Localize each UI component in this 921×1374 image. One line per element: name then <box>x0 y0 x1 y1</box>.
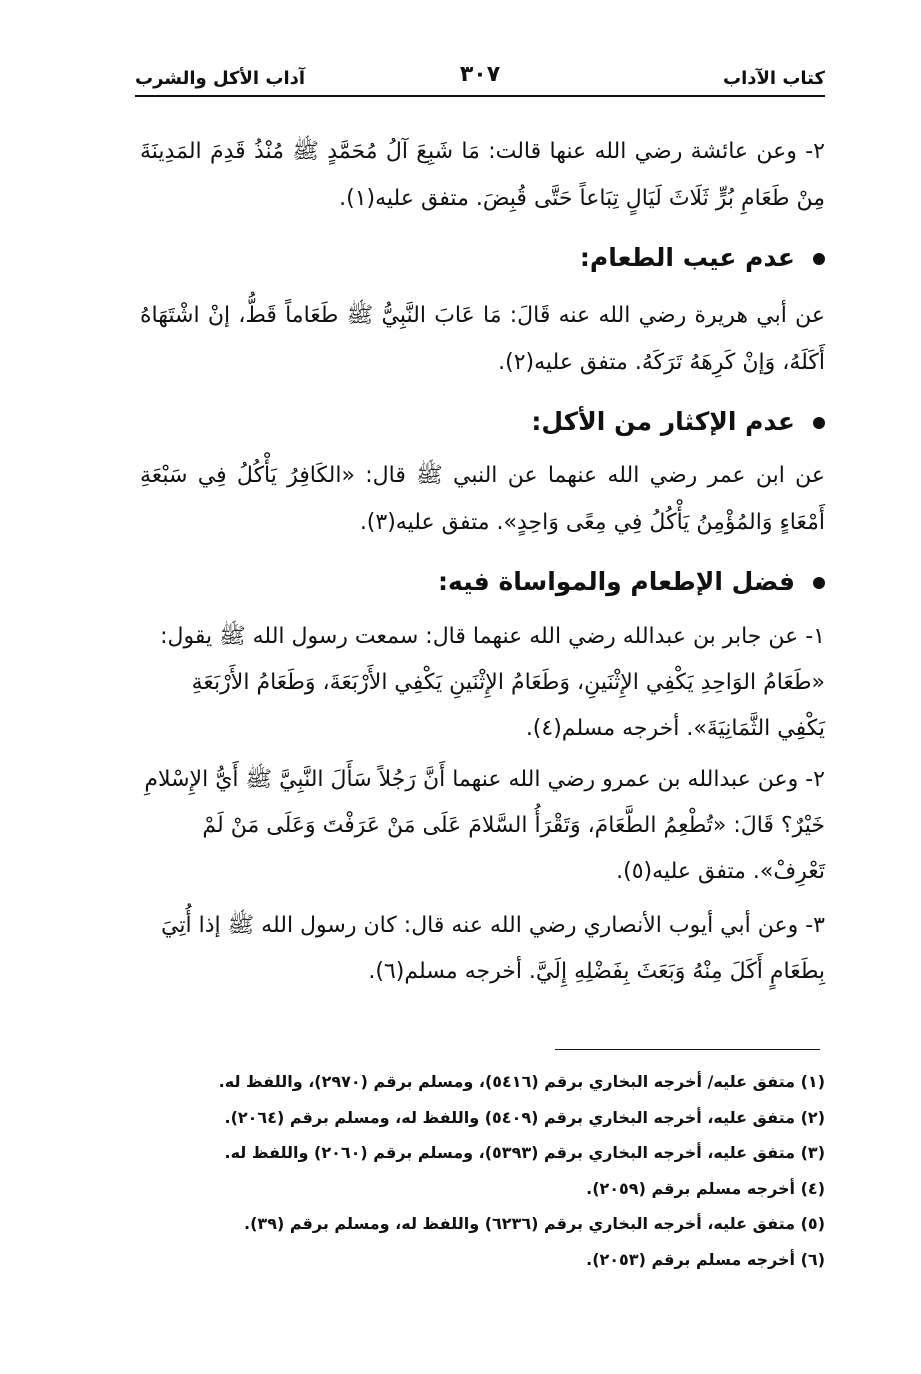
hadith-abdullah-ibn-amr: ٢- وعن عبدالله بن عمرو رضي الله عنهما أَنَّ رَجُلاً سَأَلَ النَّبِيَّ ﷺ أَيُّ الإِسْلامِ خَيْرٌ؟ قَالَ: «تُطْعِمُ الطَّعَامَ، وَتَقْرَأُ السَّلامَ عَلَى مَنْ عَرَفْتَ وَعَلَى مَنْ لَمْ تَعْرِفْ». متفق عليه(٥). <box>144 767 825 884</box>
footnote: (١) متفق عليه/ أخرجه البخاري برقم (٥٤١٦)، ومسلم برقم (٢٩٧٠)، واللفظ له. <box>218 1072 825 1091</box>
bullet-icon <box>813 417 825 429</box>
footnote: (٣) متفق عليه، أخرجه البخاري برقم (٥٣٩٣)، ومسلم برقم (٢٠٦٠) واللفظ له. <box>224 1143 825 1162</box>
section-heading-not-overeating <box>140 402 825 442</box>
bullet-icon <box>813 253 825 265</box>
section-title: عدم عيب الطعام: <box>579 243 795 272</box>
footnote: (٤) أخرجه مسلم برقم (٢٠٥٩). <box>586 1178 825 1198</box>
hadith-ibn-umar: عن ابن عمر رضي الله عنهما عن النبي ﷺ قال: «الكَافِرُ يَأْكُلُ فِي سَبْعَةِ أَمْعَاءٍ وَالمُؤْمِنُ يَأْكُلُ فِي مِعًى وَاحِدٍ». متفق عليه(٣). <box>140 463 825 535</box>
bullet-icon <box>813 577 825 589</box>
page-number: ٣٠٧ <box>459 62 501 87</box>
hadith-jabir: ١- عن جابر بن عبدالله رضي الله عنهما قال: سمعت رسول الله ﷺ يقول: «طَعَامُ الوَاحِدِ يَكْفِي الإِثْنَينِ، وَطَعَامُ الإِثْنَينِ يَكْفِي الأَرْبَعَةَ، وَطَعَامُ الأَرْبَعَةِ يَكْفِي الثَّمَانِيَةَ». أخرجه مسلم(٤). <box>160 624 825 741</box>
header-rule <box>135 95 825 97</box>
section-heading-feeding-virtue <box>140 562 825 602</box>
hadith-aisha: ٢- وعن عائشة رضي الله عنها قالت: مَا شَبِعَ آلُ مُحَمَّدٍ ﷺ مُنْذُ قَدِمَ المَدِينَةَ مِنْ طَعَامِ بُرٍّ ثَلَاثَ لَيَالٍ تِبَاعاً حَتَّى قُبِضَ. متفق عليه(١). <box>140 139 825 211</box>
running-header <box>135 60 825 96</box>
hadith-abu-hurairah: عن أبي هريرة رضي الله عنه قَالَ: مَا عَابَ النَّبِيُّ ﷺ طَعَاماً قَطُّ، إنْ اشْتَهَاهُ أَكَلَهُ، وَإنْ كَرِهَهُ تَرَكَهُ. متفق عليه(٢). <box>140 303 825 375</box>
hadith-abu-ayyub: ٣- وعن أبي أيوب الأنصاري رضي الله عنه قال: كان رسول الله ﷺ إذا أُتِيَ بِطَعَامٍ أَكَلَ مِنْهُ وَبَعَثَ بِفَضْلِهِ إِلَيَّ. أخرجه مسلم(٦). <box>161 913 825 984</box>
footnote: (٦) أخرجه مسلم برقم (٢٠٥٣). <box>586 1249 825 1269</box>
footnotes <box>140 1064 825 1277</box>
section-heading-no-faulting-food <box>140 238 825 278</box>
footnote: (٢) متفق عليه، أخرجه البخاري برقم (٥٤٠٩) واللفظ له، ومسلم برقم (٢٠٦٤). <box>224 1107 825 1127</box>
chapter-title: آداب الأكل والشرب <box>135 68 306 89</box>
section-title: عدم الإكثار من الأكل: <box>531 407 795 436</box>
footnote: (٥) متفق عليه، أخرجه البخاري برقم (٦٢٣٦) واللفظ له، ومسلم برقم (٣٩). <box>244 1214 825 1233</box>
footnote-separator <box>555 1049 820 1050</box>
section-title: فضل الإطعام والمواساة فيه: <box>438 567 795 596</box>
book-title: كتاب الآداب <box>723 68 825 89</box>
